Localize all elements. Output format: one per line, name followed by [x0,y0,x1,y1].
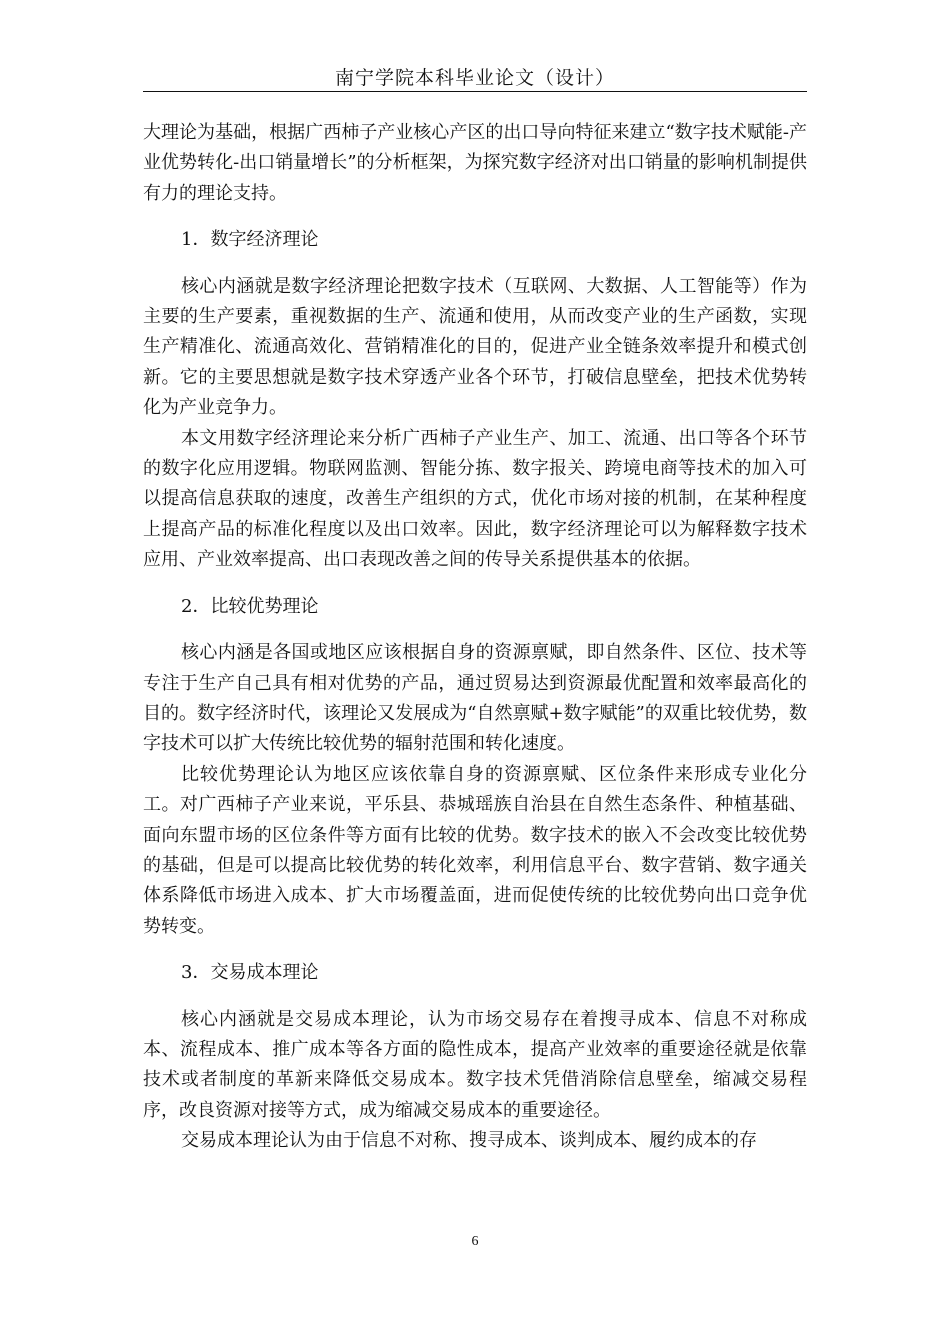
paragraph-transaction-cost-2: 交易成本理论认为由于信息不对称、搜寻成本、谈判成本、履约成本的存 [181,1130,757,1152]
page-header-title: 南宁学院本科毕业论文（设计） [334,67,615,89]
paragraph-transaction-cost-1: 核心内涵就是交易成本理论，认为市场交易存在着搜寻成本、信息不对称成本、流程成本、推广成本等各方面的隐性成本，提高产业效率的重要途径就是依靠技术或者制度的革新来降低交易成本。数字技术凭借消除信息壁垒，缩减交易程序，改良资源对接等方式，成为缩减交易成本的重要途径。 [143,1008,807,1121]
paragraph-comparative-advantage-2: 比较优势理论认为地区应该依靠自身的资源禀赋、区位条件来形成专业化分工。对广西柿子产业来说，平乐县、恭城瑶族自治县在自然生态条件、种植基础、面向东盟市场的区位条件等方面有比较的优势。数字技术的嵌入不会改变比较优势的基础，但是可以提高比较优势的转化效率，利用信息平台、数字营销、数字通关体系降低市场进入成本、扩大市场覆盖面，进而促使传统的比较优势向出口竞争优势转变。 [143,763,807,937]
page-body [143,118,807,1157]
intro-paragraph: 大理论为基础，根据广西柿子产业核心产区的出口导向特征来建立“数字技术赋能-产业优势转化-出口销量增长”的分析框架，为探究数字经济对出口销量的影响机制提供有力的理论支持。 [143,122,807,204]
section-heading-comparative-advantage: 2．比较优势理论 [181,595,319,617]
section-heading-transaction-cost: 3．交易成本理论 [181,962,319,984]
paragraph-comparative-advantage-1: 核心内涵是各国或地区应该根据自身的资源禀赋，即自然条件、区位、技术等专注于生产自己具有相对优势的产品，通过贸易达到资源最优配置和效率最高化的目的。数字经济时代，该理论又发展成为“自然禀赋+数字赋能”的双重比较优势，数字技术可以扩大传统比较优势的辐射范围和转化速度。 [143,642,807,755]
paragraph-digital-economy-1: 核心内涵就是数字经济理论把数字技术（互联网、大数据、人工智能等）作为主要的生产要素，重视数据的生产、流通和使用，从而改变产业的生产函数，实现生产精准化、流通高效化、营销精准化的目的，促进产业全链条效率提升和模式创新。它的主要思想就是数字技术穿透产业各个环节，打破信息壁垒，把技术优势转化为产业竞争力。 [143,275,807,419]
page-number: 6 [471,1234,479,1249]
section-heading-digital-economy: 1．数字经济理论 [181,229,319,251]
header-divider [143,91,807,92]
paragraph-digital-economy-2: 本文用数字经济理论来分析广西柿子产业生产、加工、流通、出口等各个环节的数字化应用逻辑。物联网监测、智能分拣、数字报关、跨境电商等技术的加入可以提高信息获取的速度，改善生产组织的方式，优化市场对接的机制，在某种程度上提高产品的标准化程度以及出口效率。因此，数字经济理论可以为解释数字技术应用、产业效率提高、出口表现改善之间的传导关系提供基本的依据。 [143,427,807,571]
